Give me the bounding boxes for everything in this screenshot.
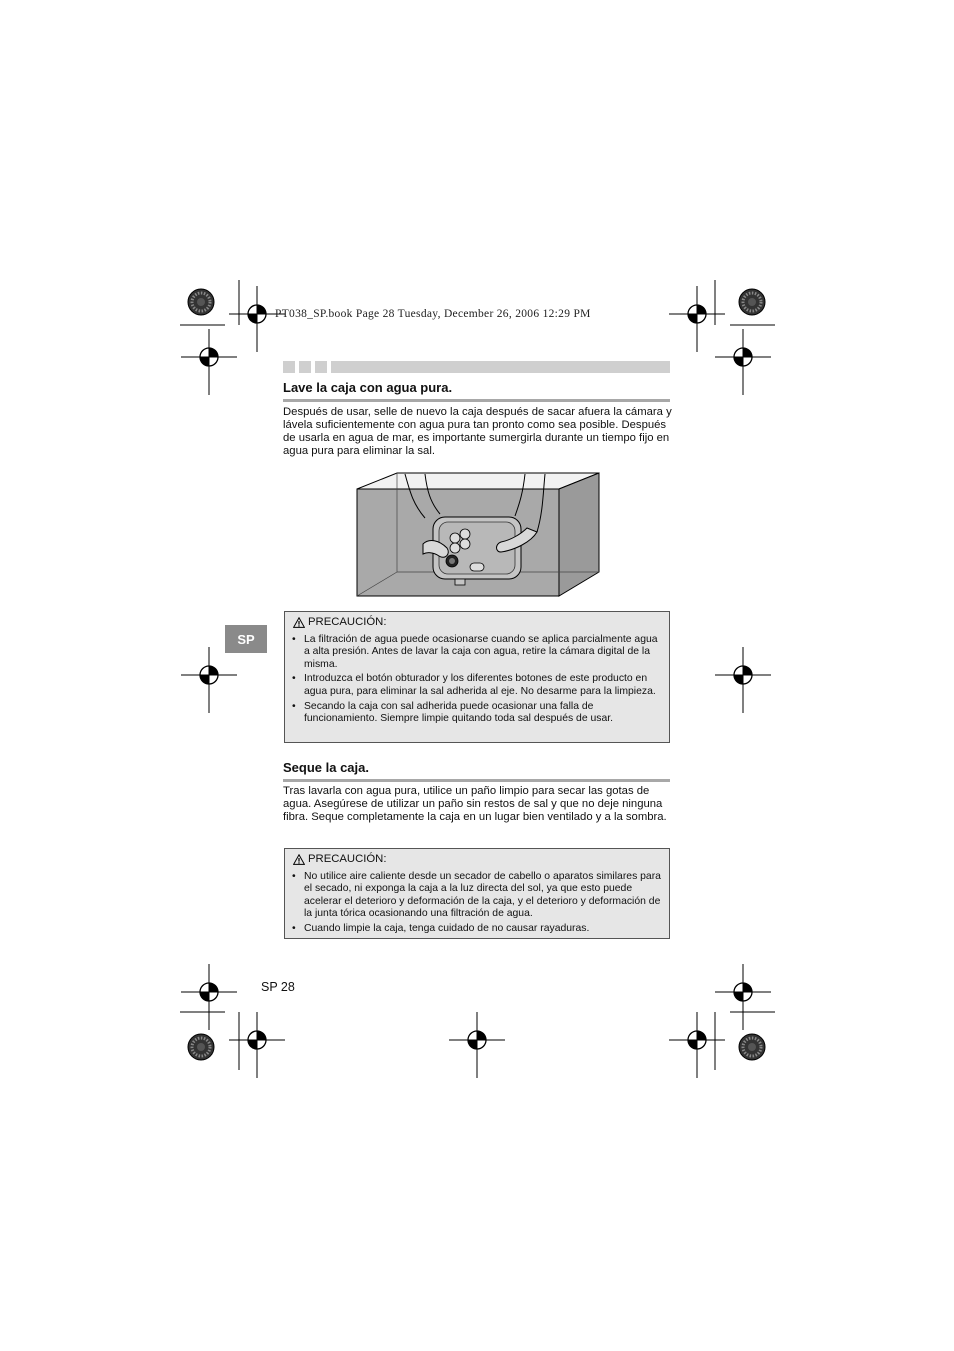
caution-item: • No utilice aire caliente desde un secador de cabello o aparatos similares para el secado, ni exponga la caja a la luz directa del sol, ya que esto puede acelerar el deterioro y deformación de la caja, y el deterioro y deformación de la junta tórica ocasionando una filtración de agua. bbox=[291, 871, 661, 921]
caution-list bbox=[291, 634, 661, 726]
section-heading-wash: Lave la caja con agua pura. bbox=[283, 380, 670, 402]
caution-title: PRECAUCIÓN: bbox=[308, 616, 387, 628]
section-body-dry: Tras lavarla con agua pura, utilice un paño limpio para secar las gotas de agua. Asegúrese de utilizar un paño sin restos de sal y que no deje ninguna fibra. Seque completamente la caja en un lugar bien ventilado y a la sombra. bbox=[283, 785, 667, 823]
warning-triangle-icon bbox=[293, 854, 305, 865]
bar-long bbox=[331, 361, 670, 373]
section-heading-dry: Seque la caja. bbox=[283, 760, 670, 782]
washing-housing-in-water-illustration bbox=[355, 472, 600, 598]
bar-square bbox=[315, 361, 327, 373]
caution-title-row bbox=[293, 853, 661, 866]
caution-title: PRECAUCIÓN: bbox=[308, 853, 387, 865]
page-number: SP 28 bbox=[261, 980, 295, 994]
bar-square bbox=[299, 361, 311, 373]
section-body-wash: Después de usar, selle de nuevo la caja después de sacar afuera la cámara y lávela suficientemente con agua pura tan pronto como sea posible. Después de usarla en agua de mar, es importante sumergirla durante un tiempo fijo en agua pura para eliminar la sal. bbox=[283, 406, 672, 457]
bar-square bbox=[283, 361, 295, 373]
language-tab: SP bbox=[225, 625, 267, 653]
caution-list bbox=[291, 871, 661, 936]
caution-box-wash bbox=[284, 611, 670, 743]
section-decoration-bar bbox=[283, 361, 670, 373]
caution-item: • Introduzca el botón obturador y los diferentes botones de este producto en agua pura, para eliminar la sal adherida al eje. No desarme para la limpieza. bbox=[291, 673, 661, 698]
book-file-header: PT038_SP.book Page 28 Tuesday, December 26, 2006 12:29 PM bbox=[275, 308, 591, 320]
warning-triangle-icon bbox=[293, 617, 305, 628]
caution-item: • Secando la caja con sal adherida puede ocasionar una falla de funcionamiento. Siempre limpie quitando toda sal después de usar. bbox=[291, 701, 661, 726]
caution-item: • La filtración de agua puede ocasionarse cuando se aplica parcialmente agua a alta presión. Antes de lavar la caja con agua, retire la cámara digital de la misma. bbox=[291, 634, 661, 672]
caution-box-dry bbox=[284, 848, 670, 939]
caution-item: • Cuando limpie la caja, tenga cuidado de no causar rayaduras. bbox=[291, 923, 661, 936]
caution-title-row bbox=[293, 616, 661, 629]
